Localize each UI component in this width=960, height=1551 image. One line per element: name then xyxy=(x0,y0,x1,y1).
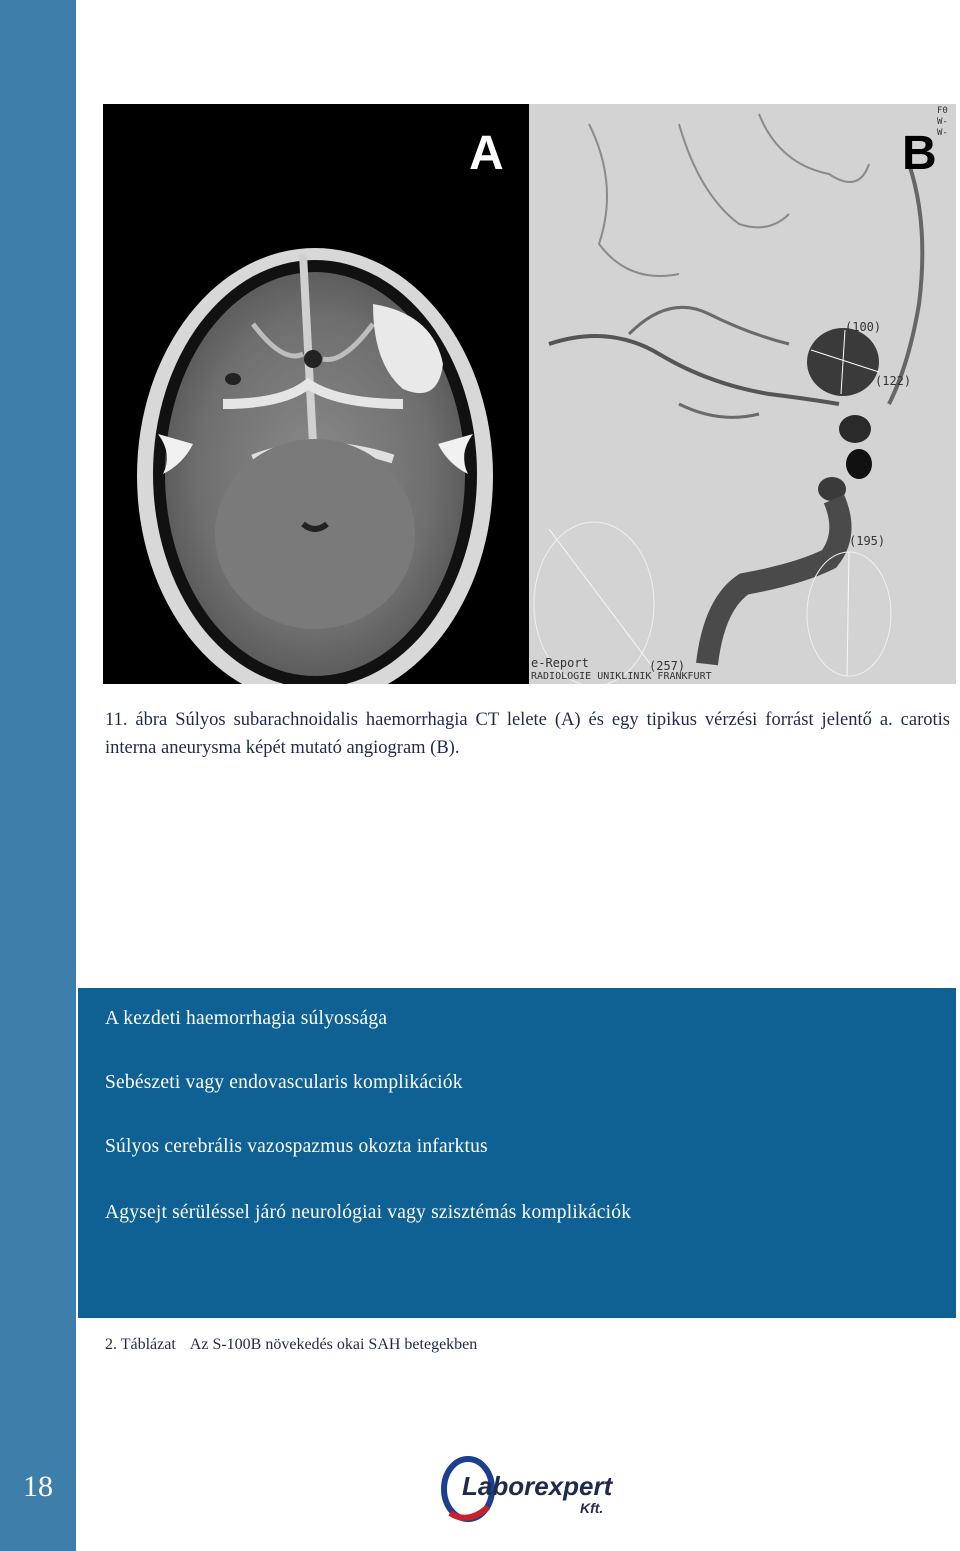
svg-text:Kft.: Kft. xyxy=(580,1500,604,1516)
table-caption-text: Az S-100B növekedés okai SAH betegekben xyxy=(189,1336,478,1353)
angio-corner-text: F0 W- W- xyxy=(937,106,948,138)
table-caption xyxy=(105,1336,477,1354)
svg-text:Laborexpert: Laborexpert xyxy=(462,1471,613,1501)
angio-footer-2: RADIOLOGIE UNIKLINIK FRANKFURT xyxy=(531,671,712,682)
logo-drawing xyxy=(440,1455,620,1525)
table-row: Súlyos cerebrális vazospazmus okozta infarktus xyxy=(105,1136,488,1157)
angiogram-drawing xyxy=(529,104,956,684)
figure-caption: 11. ábra Súlyos subarachnoidalis haemorrhagia CT lelete (A) és egy tipikus vérzési forrást jelentő a. carotis interna aneurysma képét mutató angiogram (B). xyxy=(105,710,950,758)
panel-b-label: B xyxy=(902,127,937,180)
table-caption-number: 2. Táblázat xyxy=(105,1336,176,1353)
ct-scan-image xyxy=(103,104,529,684)
panel-a-label: A xyxy=(469,127,504,180)
angio-measurement-1: (100) xyxy=(845,320,882,334)
table-row: Sebészeti vagy endovascularis komplikációk xyxy=(105,1072,463,1093)
angio-measurement-2: (122) xyxy=(875,374,912,388)
angio-footer: e-Report xyxy=(531,656,589,670)
table-row: Agysejt sérüléssel járó neurológiai vagy szisztémás komplikációk xyxy=(105,1202,632,1223)
side-band xyxy=(0,0,76,1551)
angio-measurement-3: (195) xyxy=(849,534,886,548)
ct-scan-drawing xyxy=(103,104,529,684)
figure xyxy=(103,104,956,684)
page-number: 18 xyxy=(23,1470,53,1503)
table-box xyxy=(78,988,956,1318)
laborexpert-logo xyxy=(440,1455,620,1525)
angiogram-image xyxy=(529,104,956,684)
table-row: A kezdeti haemorrhagia súlyossága xyxy=(105,1008,388,1029)
angio-measurement-4: (257) xyxy=(649,659,686,673)
